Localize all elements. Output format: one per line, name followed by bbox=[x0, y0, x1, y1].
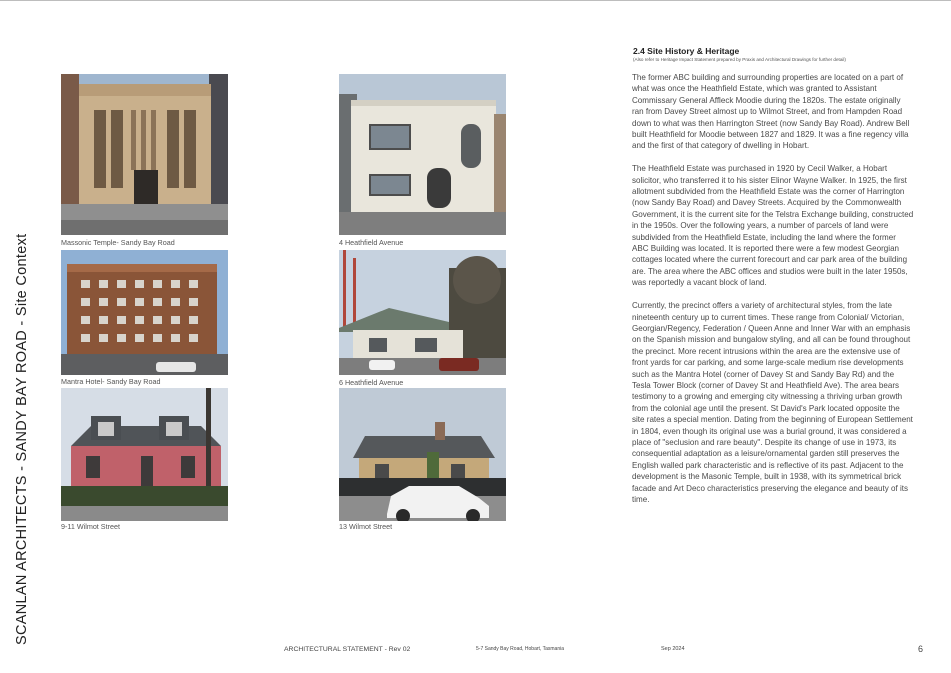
photo-caption: Massonic Temple- Sandy Bay Road bbox=[61, 238, 175, 247]
top-rule bbox=[0, 0, 951, 1]
footer-doc-title: ARCHITECTURAL STATEMENT - Rev 02 bbox=[284, 646, 411, 653]
photo-caption: 6 Heathfield Avenue bbox=[339, 378, 404, 387]
section-note: (Also refer to Heritage Impact Statement prepared by Praxis and Architectural Drawings for further detail) bbox=[633, 57, 846, 62]
photo-mantra-hotel bbox=[61, 250, 228, 375]
paragraph: The Heathfield Estate was purchased in 1920 by Cecil Walker, a Hobart solicitor, who transferred it to his sister Elinor Wayne Walker. In 1925, the first allotment subdivided from the Heathfield Estate was the corner of Harrington (now Sandy Bay Road) and Davey Streets. Acquired by the Commonwealth Government, it is the current site for the Telstra Exchange building, constructed in the 1950s. Over the following years, a number of parcels of land were subdivided from the Heathfield Estate, including the land where the former ABC Building was located. It is reported there were a few modest Georgian cottages located where the current forecourt and car park area of the building are. The area where the ABC offices and studios were built in the later 1950s, was reportedly a vacant block of land. bbox=[632, 164, 914, 288]
page-number: 6 bbox=[918, 644, 924, 654]
photo-caption: 4 Heathfield Avenue bbox=[339, 238, 404, 247]
photo-caption: 9-11 Wilmot Street bbox=[61, 522, 120, 531]
photo-4-heathfield bbox=[339, 74, 506, 235]
photo-caption: Mantra Hotel- Sandy Bay Road bbox=[61, 377, 161, 386]
photo-6-heathfield bbox=[339, 250, 506, 375]
footer-address: 5-7 Sandy Bay Road, Hobart, Tasmania bbox=[476, 646, 565, 652]
photo-9-11-wilmot bbox=[61, 388, 228, 521]
section-body bbox=[632, 72, 914, 517]
footer-date: Sep 2024 bbox=[661, 646, 685, 652]
paragraph: The former ABC building and surrounding properties are located on a part of what was once the Heathfield Estate, which was granted to Assistant Commissary General Affleck Moodie during the 1820s. The estate originally ran from Davey Street almost up to Wilmot Street, and from Hampden Road down to what was then Harrington Street (now Sandy Bay Road). Andrew Bell built Heathfield for Moodie between 1827 and 1829. It was a fine regency villa and the first of that category of dwelling in Hobart. bbox=[632, 73, 910, 151]
paragraph: Currently, the precinct offers a variety of architectural styles, from the late nineteenth century up to current times. These range from Colonial/ Victorian, Georgian/Regency, Federation / Queen Anne and Inner War with an emphasis on the Spanish mission and bungalow styling, and all can be found throughout the precinct. More recent intrusions within the area are the extensive use of front yards for car parking, and some large-scale medium rise developments such as the Mantra Hotel (corner of Davey St and Sandy Bay Rd) and the Tesla Tower Block (corner of Davey St and Heathfield Ave). The area bears testimony to a growing and emerging city witnessing a thriving urban growth from the colonial age until the present. St David's Park located opposite the site rates a special mention. Dating from the beginning of European Settlement in 1804, even though its original use was a burial ground, it was considered a place of "seclusion and rare beauty". Despite its change of use in 1973, its consequential adaptation as a leisure/ornamental garden still preserves the English walled park characteristic and is reflective of its past. Adjacent to the development is the Masonic Temple, built in 1938, with its symmetrical brick facade and Art Deco characteristics preserving the elegance and beauty of its time. bbox=[632, 301, 913, 504]
photo-13-wilmot bbox=[339, 388, 506, 521]
section-title: 2.4 Site History & Heritage bbox=[633, 46, 740, 56]
side-title: SCANLAN ARCHITECTS - SANDY BAY ROAD - Site Context bbox=[14, 233, 30, 645]
photo-masonic-temple bbox=[61, 74, 228, 235]
photo-caption: 13 Wilmot Street bbox=[339, 522, 393, 531]
